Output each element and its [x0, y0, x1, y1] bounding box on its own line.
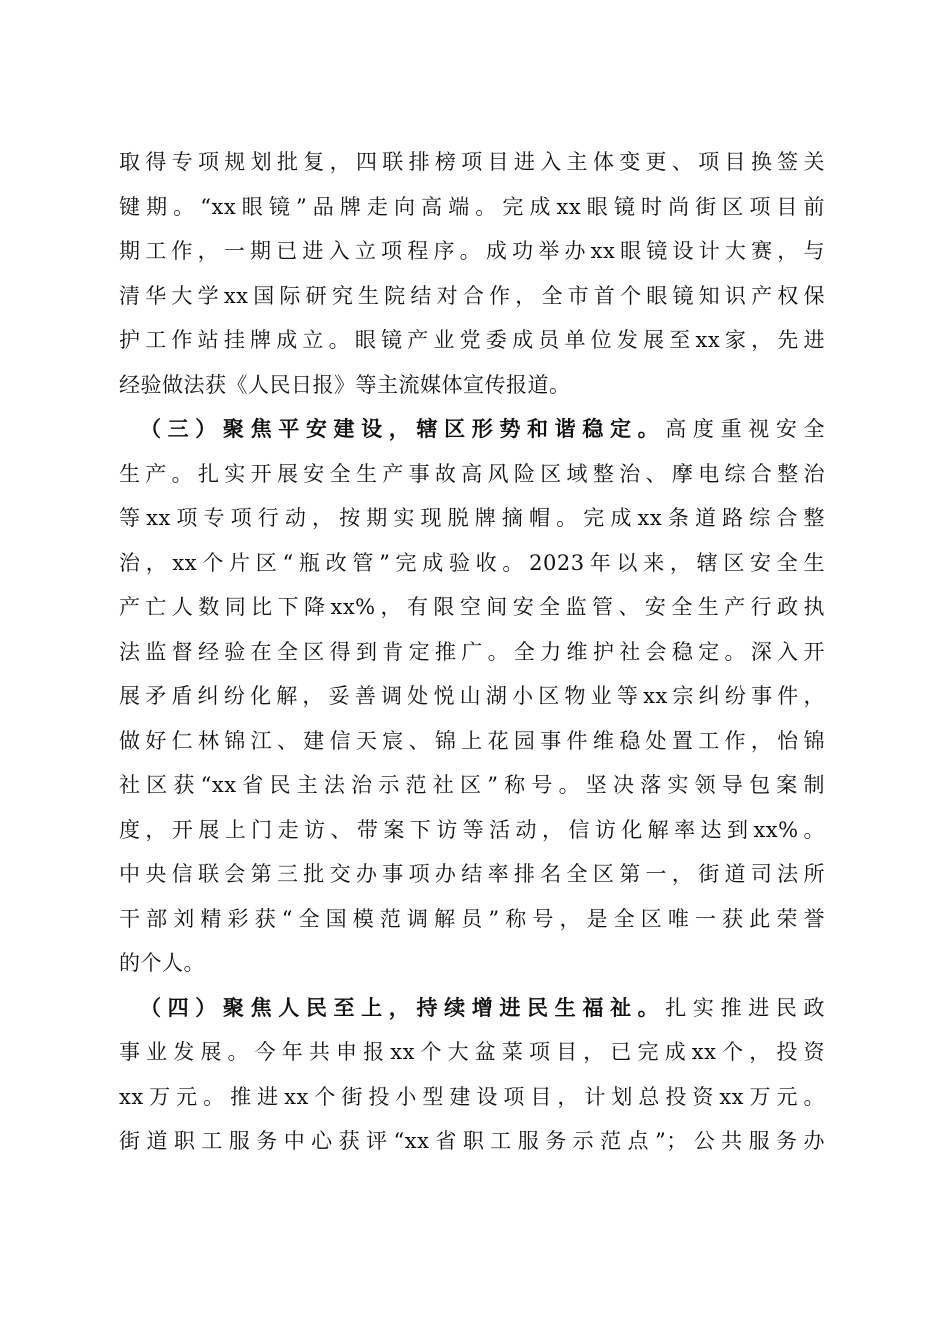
paragraph-safety-construction — [119, 407, 825, 986]
text-line: 展矛盾纠纷化解，妥善调处悦山湖小区物业等xx宗纠纷事件， — [119, 684, 825, 708]
section-heading-4: （四）聚焦人民至上，持续增进民生福祉。 — [140, 994, 666, 1020]
text-line: 取得专项规划批复，四联排榜项目进入主体变更、项目换签关 — [119, 150, 825, 174]
text-line: 清华大学xx国际研究生院结对合作，全市首个眼镜知识产权保 — [119, 283, 825, 308]
text-line: 中央信联会第三批交办事项办结率排名全区第一，街道司法所 — [119, 862, 825, 886]
text-line: 街道职工服务中心获评“xx省职工服务示范点”；公共服务办 — [119, 1129, 825, 1153]
text-line: 社区获“xx省民主法治示范社区”称号。坚决落实领导包案制 — [119, 773, 825, 797]
paragraph-eyewear-industry — [119, 140, 825, 407]
section-heading-3: （三）聚焦平安建设，辖区形势和谐稳定。 — [140, 416, 666, 441]
text-line-with-heading — [119, 407, 825, 452]
text-line: 法监督经验在全区得到肯定推广。全力维护社会稳定。深入开 — [119, 639, 825, 664]
text-line-with-heading — [119, 986, 825, 1031]
text-line: 事业发展。今年共申报xx个大盆菜项目，已完成xx个，投资 — [119, 1040, 825, 1064]
text-line: 产亡人数同比下降xx%，有限空间安全监管、安全生产行政执 — [119, 595, 825, 619]
text-line: 生产。扎实开展安全生产事故高风险区域整治、摩电综合整治 — [119, 461, 825, 486]
text-line: 的个人。 — [119, 951, 205, 975]
paragraph-people-welfare — [119, 986, 825, 1164]
heading-line-continuation: 扎实推进民政 — [665, 995, 826, 1020]
text-line: 等xx项专项行动，按期实现脱牌摘帽。完成xx条道路综合整 — [119, 506, 825, 530]
heading-line-continuation: 高度重视安全 — [665, 417, 826, 441]
text-line: 度，开展上门走访、带案下访等活动，信访化解率达到xx%。 — [119, 817, 825, 842]
text-line: 经验做法获《人民日报》等主流媒体宣传报道。 — [119, 372, 571, 397]
text-line: 治，xx个片区“瓶改管”完成验收。2023年以来，辖区安全生 — [119, 550, 825, 575]
text-line: 期工作，一期已进入立项程序。成功举办xx眼镜设计大赛，与 — [119, 239, 825, 263]
text-line: 做好仁林锦江、建信天宸、锦上花园事件维稳处置工作，怡锦 — [119, 728, 825, 753]
document-body — [119, 140, 825, 1164]
text-line: 护工作站挂牌成立。眼镜产业党委成员单位发展至xx家，先进 — [119, 328, 825, 352]
text-line: 干部刘精彩获“全国模范调解员”称号，是全区唯一获此荣誉 — [119, 906, 825, 931]
text-line: 键期。“xx眼镜”品牌走向高端。完成xx眼镜时尚街区项目前 — [119, 194, 825, 219]
text-line: xx万元。推进xx个街投小型建设项目，计划总投资xx万元。 — [119, 1084, 825, 1109]
